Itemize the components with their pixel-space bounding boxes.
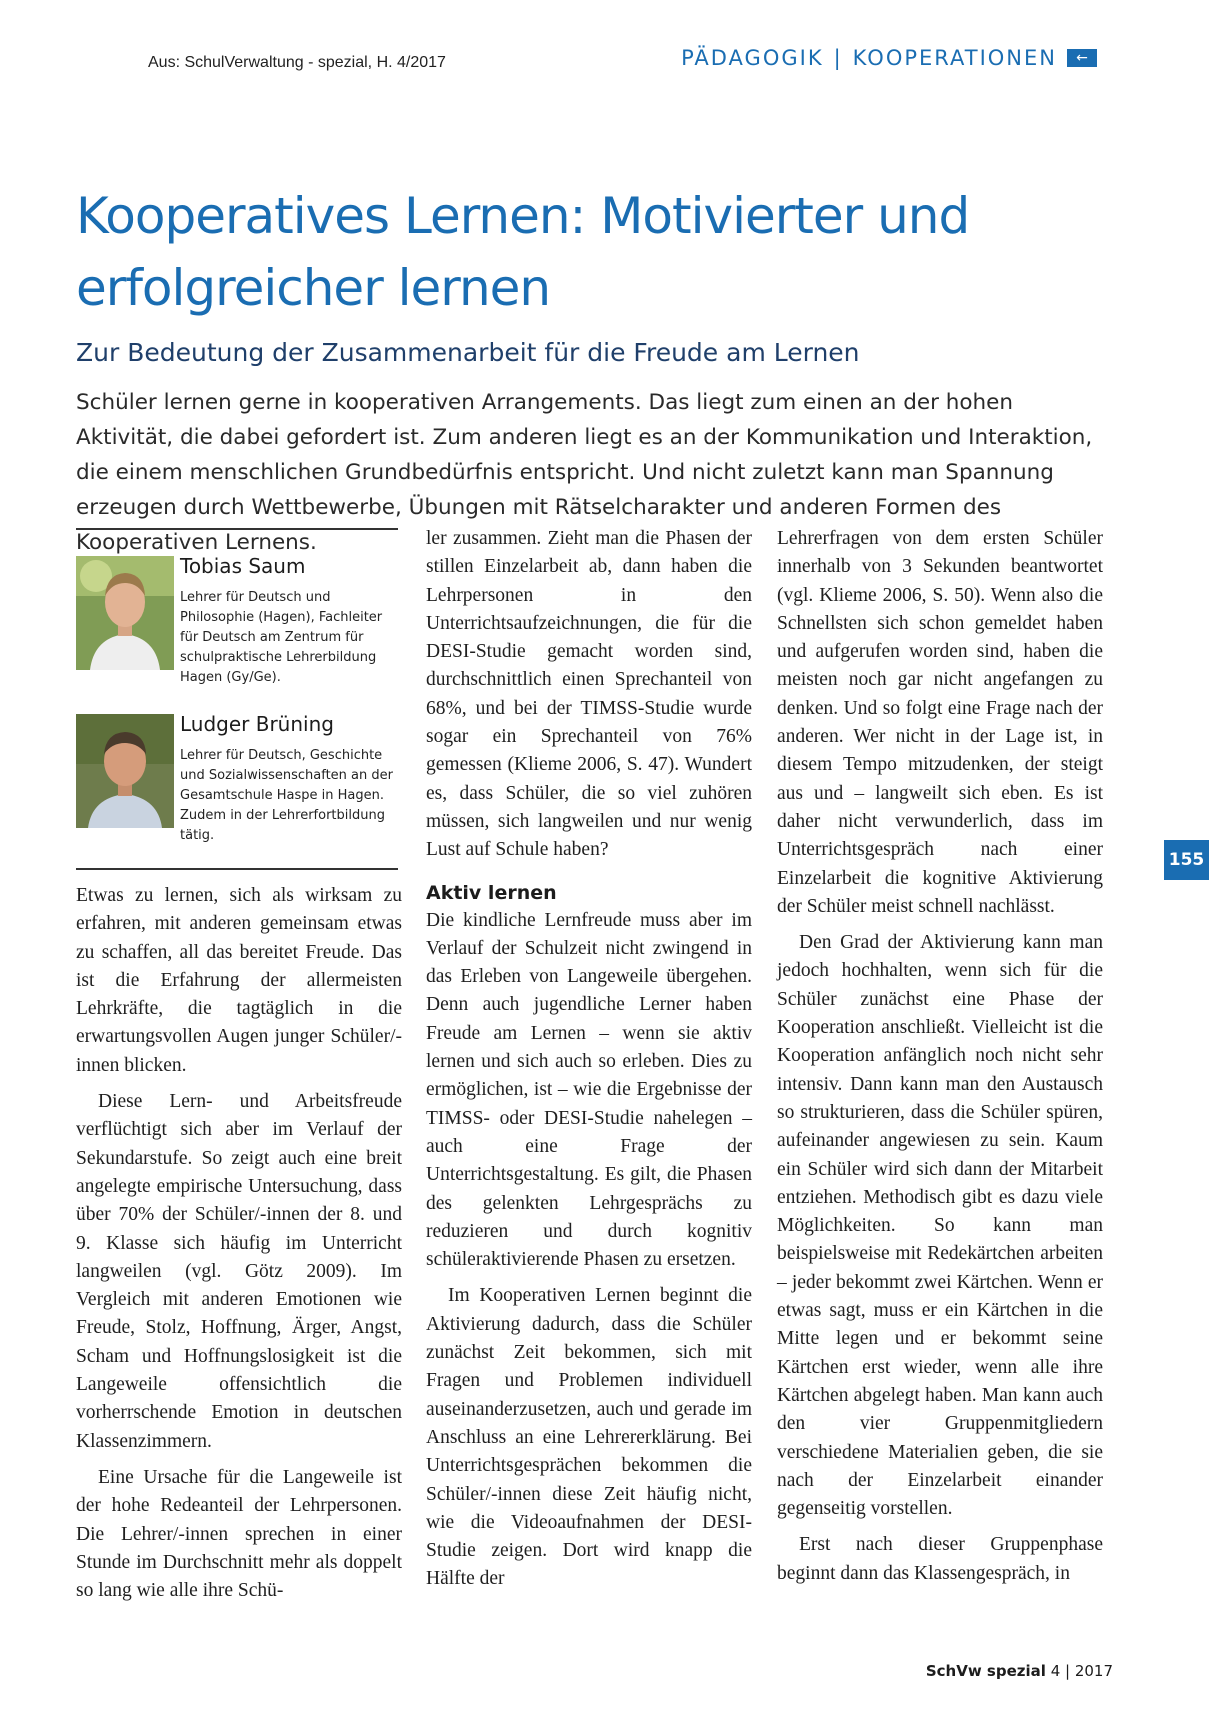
author-entry <box>76 712 398 846</box>
paragraph: Die kindliche Lernfreude muss aber im Verlauf der Schulzeit nicht zwingend in das Erleben von Langeweile übergehen. Denn auch jugendliche Lerner haben Freude am Lernen – wenn sie aktiv lernen und sich auch so erleben. Dies zu ermöglichen, ist – wie die Ergebnisse der TIMSS- oder DESI-Studie nahelegen – auch eine Frage der Unterrichtsgestaltung. Es gilt, die Phasen des gelenkten Lehrgesprächs zu reduzieren und durch kognitiv schüleraktivierende Phasen zu ersetzen. <box>426 909 752 1271</box>
paragraph: Eine Ursache für die Langeweile ist der hohe Redeanteil der Lehrpersonen. Die Lehrer/-innen sprechen in einer Stunde im Durchschnitt mehr als doppelt so lang wie alle ihre Schü- <box>76 1466 402 1602</box>
article-title <box>76 180 1076 324</box>
paragraph: Etwas zu lernen, sich als wirksam zu erfahren, mit anderen gemeinsam etwas zu schaffen, all das bereitet Freude. Das ist die Erfahrung der allermeisten Lehrkräfte, die tagtäglich in die erwartungsvollen Augen junger Schüler/-innen blicken. <box>76 885 402 1076</box>
title-line-1: Kooperatives Lernen: Motivierter und <box>76 187 970 245</box>
paragraph: Diese Lern- und Arbeitsfreude verflüchtigt sich aber im Verlauf der Sekundarstufe. So zeigt auch eine breit angelegte empirische Untersuchung, dass über 70% der Schüler/-innen der 8. und 9. Klasse sich häufig im Unterricht langweilen (vgl. Götz 2009). Im Vergleich mit anderen Emotionen wie Freude, Stolz, Hoffnung, Ärger, Angst, Scham und Hoffnungslosigkeit ist die Langeweile offensichtlich die vorherrschende Emotion in deutschen Klassenzimmern. <box>76 1091 402 1452</box>
paragraph: Im Kooperativen Lernen beginnt die Aktivierung dadurch, dass die Schüler zunächst Zeit bekommen, sich mit Fragen und Problemen individuell auseinanderzusetzen, auch und gerade im Anschluss an eine Lehrererklärung. Bei Unterrichtsgesprächen bekommen die Schüler/-innen diese Zeit häufig nicht, wie die Videoaufnahmen der DESI-Studie zeigen. Dort wird knapp die Hälfte der <box>426 1285 752 1590</box>
text-column-3 <box>777 525 1103 1588</box>
footer-issue: 4 | 2017 <box>1050 1662 1113 1680</box>
author-name: Tobias Saum <box>180 554 306 578</box>
text-column-1 <box>76 882 402 1605</box>
author-portrait-image <box>76 556 174 670</box>
section-label-kooperationen: KOOPERATIONEN <box>852 46 1057 70</box>
footer-journal: SchVw spezial <box>925 1662 1046 1680</box>
arrow-left-icon: ← <box>1067 49 1097 67</box>
author-entry <box>76 554 398 712</box>
paragraph: Erst nach dieser Gruppenphase beginnt dann das Klassengespräch, in <box>777 1534 1103 1584</box>
paragraph: Den Grad der Aktivierung kann man jedoch hochhalten, wenn sich für die Schüler zunächst eine Phase der Kooperation anschließt. Vielleicht ist die Kooperation anfänglich noch nicht sehr intensiv. Dann kann man den Austausch so strukturieren, dass die Schüler spüren, aufeinander angewiesen zu sein. Kaum ein Schüler wird sich dann der Mitarbeit entziehen. Methodisch gibt es dazu viele Möglichkeiten. So kann man beispielsweise mit Redekärtchen arbeiten – jeder bekommt zwei Kärtchen. Wenn er etwas sagt, muss er ein Kärtchen in die Mitte legen und er bekommt seine Kärtchen erst wieder, wenn alle ihre Kärtchen abgelegt haben. Man kann auch den vier Gruppenmitgliedern verschiedene Materialien geben, die sie nach der Einzelarbeit einander gegenseitig vorstellen. <box>777 932 1103 1520</box>
author-description: Lehrer für Deutsch und Philosophie (Hagen), Fachleiter für Deutsch am Zentrum für schulpraktische Lehrerbildung Hagen (Gy/Ge). <box>180 590 383 685</box>
author-photo <box>76 714 174 828</box>
author-photo <box>76 556 174 670</box>
article-subtitle: Zur Bedeutung der Zusammenarbeit für die Freude am Lernen <box>76 338 860 367</box>
author-portrait-image <box>76 714 174 828</box>
section-label-paedagogik: PÄDAGOGIK <box>681 46 824 70</box>
author-description: Lehrer für Deutsch, Geschichte und Sozialwissenschaften an der Gesamtschule Haspe in Hagen. Zudem in der Lehrerfortbildung tätig. <box>180 748 393 843</box>
section-heading-aktiv-lernen: Aktiv lernen <box>426 881 557 904</box>
author-box-top-rule <box>76 528 398 530</box>
page-footer <box>926 1662 1113 1680</box>
section-header <box>681 46 1097 70</box>
source-note: Aus: SchulVerwaltung - spezial, H. 4/2017 <box>148 54 446 71</box>
paragraph: Lehrerfragen von dem ersten Schüler innerhalb von 3 Sekunden beantwortet (vgl. Klieme 2006, S. 50). Wenn also die Schnellsten sich schon gemeldet haben und aufgerufen worden sind, haben die meisten noch gar nicht angefangen zu denken. Und so folgt eine Frage nach der anderen. Wer nicht in der Lage ist, in diesem Tempo mitzudenken, der steigt aus und – langweilt sich eben. Es ist daher nicht verwunderlich, dass im Unterrichtsgespräch nach einer Einzelarbeit die kognitive Aktivierung der Schüler meist schnell nachlässt. <box>777 528 1103 917</box>
paragraph: ler zusammen. Zieht man die Phasen der stillen Einzelarbeit ab, dann haben die Lehrpersonen in den Unterrichtsaufzeichnungen, die für die DESI-Studie gemacht worden sind, durchschnittlich einen Sprechanteil von 68%, und bei der TIMSS-Studie wurde sogar ein Sprechanteil von 76% gemessen (Klieme 2006, S. 47). Wundert es, dass Schüler, die so viel zuhören müssen, sich langweilen und nur wenig Lust auf Schule haben? <box>426 528 752 861</box>
author-box <box>76 528 398 870</box>
text-column-2 <box>426 525 752 1594</box>
article-lead: Schüler lernen gerne in kooperativen Arrangements. Das liegt zum einen an der hohen Aktivität, die dabei gefordert ist. Zum anderen liegt es an der Kommunikation und Interaktion, die einem menschlichen Grundbedürfnis entspricht. Und nicht zuletzt kann man Spannung erzeugen durch Wettbewerbe, Übungen mit Rätselcharakter und anderen Formen des Kooperativen Lernens. <box>76 390 1093 555</box>
author-name: Ludger Brüning <box>180 712 334 736</box>
page-number-tab: 155 <box>1164 840 1209 880</box>
section-separator: | <box>833 46 843 70</box>
title-line-2: erfolgreicher lernen <box>76 259 551 317</box>
author-box-bottom-rule <box>76 868 398 870</box>
